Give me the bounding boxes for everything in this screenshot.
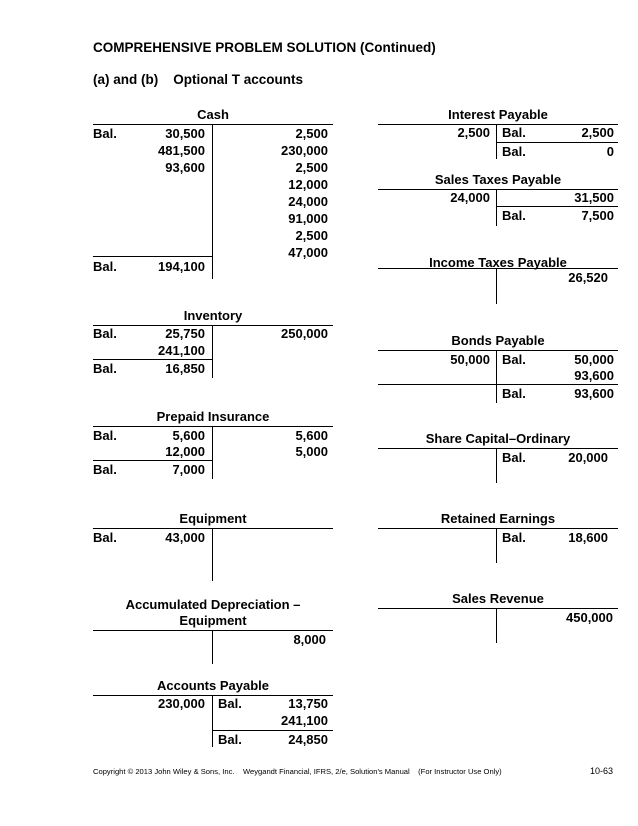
credit-entry: 26,520 xyxy=(568,270,608,285)
credit-entry: 450,000 xyxy=(566,610,613,625)
page-number: 10-63 xyxy=(590,766,614,776)
credit-entry: 250,000 xyxy=(281,326,328,341)
ending-balance: 16,850 xyxy=(165,361,205,376)
ending-balance: 93,600 xyxy=(574,386,614,401)
credit-entry: 241,100 xyxy=(281,713,328,728)
debit-entry: 241,100 xyxy=(158,343,205,358)
debit-entry: 481,500 xyxy=(158,143,205,158)
account-title: Retained Earnings xyxy=(440,511,556,526)
t-account-vertical-line xyxy=(496,350,497,403)
debit-entry: 12,000 xyxy=(165,444,205,459)
credit-entry: 2,500 xyxy=(581,125,614,140)
account-title: Prepaid Insurance xyxy=(156,409,270,424)
account-title: Accounts Payable xyxy=(157,678,269,693)
credit-entry: 91,000 xyxy=(288,211,328,226)
account-title: Share Capital–Ordinary xyxy=(425,431,571,446)
credit-entry: 24,000 xyxy=(288,194,328,209)
bal-label: Bal. xyxy=(93,126,117,141)
account-title: Bonds Payable xyxy=(451,333,545,348)
t-account-vertical-line xyxy=(212,695,213,747)
copyright-footer: Copyright © 2013 John Wiley & Sons, Inc. Weygandt Financial, IFRS, 2/e, Solution's Manual (For Instructor Use Only) xyxy=(93,767,502,776)
debit-entry: 25,750 xyxy=(165,326,205,341)
account-title: Interest Payable xyxy=(448,107,548,122)
debit-entry: 43,000 xyxy=(165,530,205,545)
ending-balance: 194,100 xyxy=(158,259,205,274)
bal-label: Bal. xyxy=(93,259,117,274)
section-subtitle: (a) and (b) Optional T accounts xyxy=(93,72,304,87)
t-account-vertical-line xyxy=(212,426,213,479)
bal-label: Bal. xyxy=(502,208,526,223)
credit-entry: 2,500 xyxy=(295,126,328,141)
bal-label: Bal. xyxy=(93,462,117,477)
credit-entry: 93,600 xyxy=(574,368,614,383)
balance-line xyxy=(93,256,213,257)
bal-label: Bal. xyxy=(502,144,526,159)
credit-entry: 12,000 xyxy=(288,177,328,192)
bal-label: Bal. xyxy=(502,530,526,545)
t-account-vertical-line xyxy=(212,325,213,378)
debit-entry: 5,600 xyxy=(172,428,205,443)
ending-balance: 7,500 xyxy=(581,208,614,223)
credit-entry: 47,000 xyxy=(288,245,328,260)
credit-entry: 5,000 xyxy=(295,444,328,459)
ending-balance: 0 xyxy=(606,144,614,159)
credit-entry: 50,000 xyxy=(574,352,614,367)
credit-entry: 5,600 xyxy=(295,428,328,443)
t-account-vertical-line xyxy=(496,268,497,304)
account-title: Sales Taxes Payable xyxy=(434,172,562,187)
credit-entry: 13,750 xyxy=(288,696,328,711)
ending-balance: 24,850 xyxy=(288,732,328,747)
debit-entry: 2,500 xyxy=(457,125,490,140)
credit-entry: 20,000 xyxy=(568,450,608,465)
page-title: COMPREHENSIVE PROBLEM SOLUTION (Continued) xyxy=(93,40,436,55)
debit-entry: 50,000 xyxy=(450,352,490,367)
debit-entry: 230,000 xyxy=(158,696,205,711)
bal-label: Bal. xyxy=(93,530,117,545)
t-account-vertical-line xyxy=(212,528,213,581)
credit-entry: 230,000 xyxy=(281,143,328,158)
account-title-line2: Equipment xyxy=(179,613,247,628)
debit-entry: 24,000 xyxy=(450,190,490,205)
account-title: Inventory xyxy=(183,308,243,323)
account-title: Accumulated Depreciation – xyxy=(125,597,301,612)
bal-label: Bal. xyxy=(502,352,526,367)
bal-label: Bal. xyxy=(93,428,117,443)
t-account-vertical-line xyxy=(496,189,497,226)
ending-balance: 7,000 xyxy=(172,462,205,477)
t-account-vertical-line xyxy=(496,448,497,483)
t-account-vertical-line xyxy=(496,528,497,563)
account-title: Income Taxes Payable xyxy=(429,255,567,270)
t-account-vertical-line xyxy=(212,630,213,664)
account-title: Cash xyxy=(197,107,229,122)
t-account-vertical-line xyxy=(496,608,497,643)
debit-entry: 30,500 xyxy=(165,126,205,141)
debit-entry: 93,600 xyxy=(165,160,205,175)
bal-label: Bal. xyxy=(218,732,242,747)
credit-entry: 2,500 xyxy=(295,228,328,243)
credit-entry: 8,000 xyxy=(293,632,326,647)
bal-label: Bal. xyxy=(502,386,526,401)
bal-label: Bal. xyxy=(502,450,526,465)
credit-entry: 2,500 xyxy=(295,160,328,175)
credit-entry: 18,600 xyxy=(568,530,608,545)
bal-label: Bal. xyxy=(218,696,242,711)
bal-label: Bal. xyxy=(93,361,117,376)
bal-label: Bal. xyxy=(502,125,526,140)
bal-label: Bal. xyxy=(93,326,117,341)
credit-entry: 31,500 xyxy=(574,190,614,205)
account-title: Equipment xyxy=(179,511,247,526)
account-title: Sales Revenue xyxy=(452,591,544,606)
